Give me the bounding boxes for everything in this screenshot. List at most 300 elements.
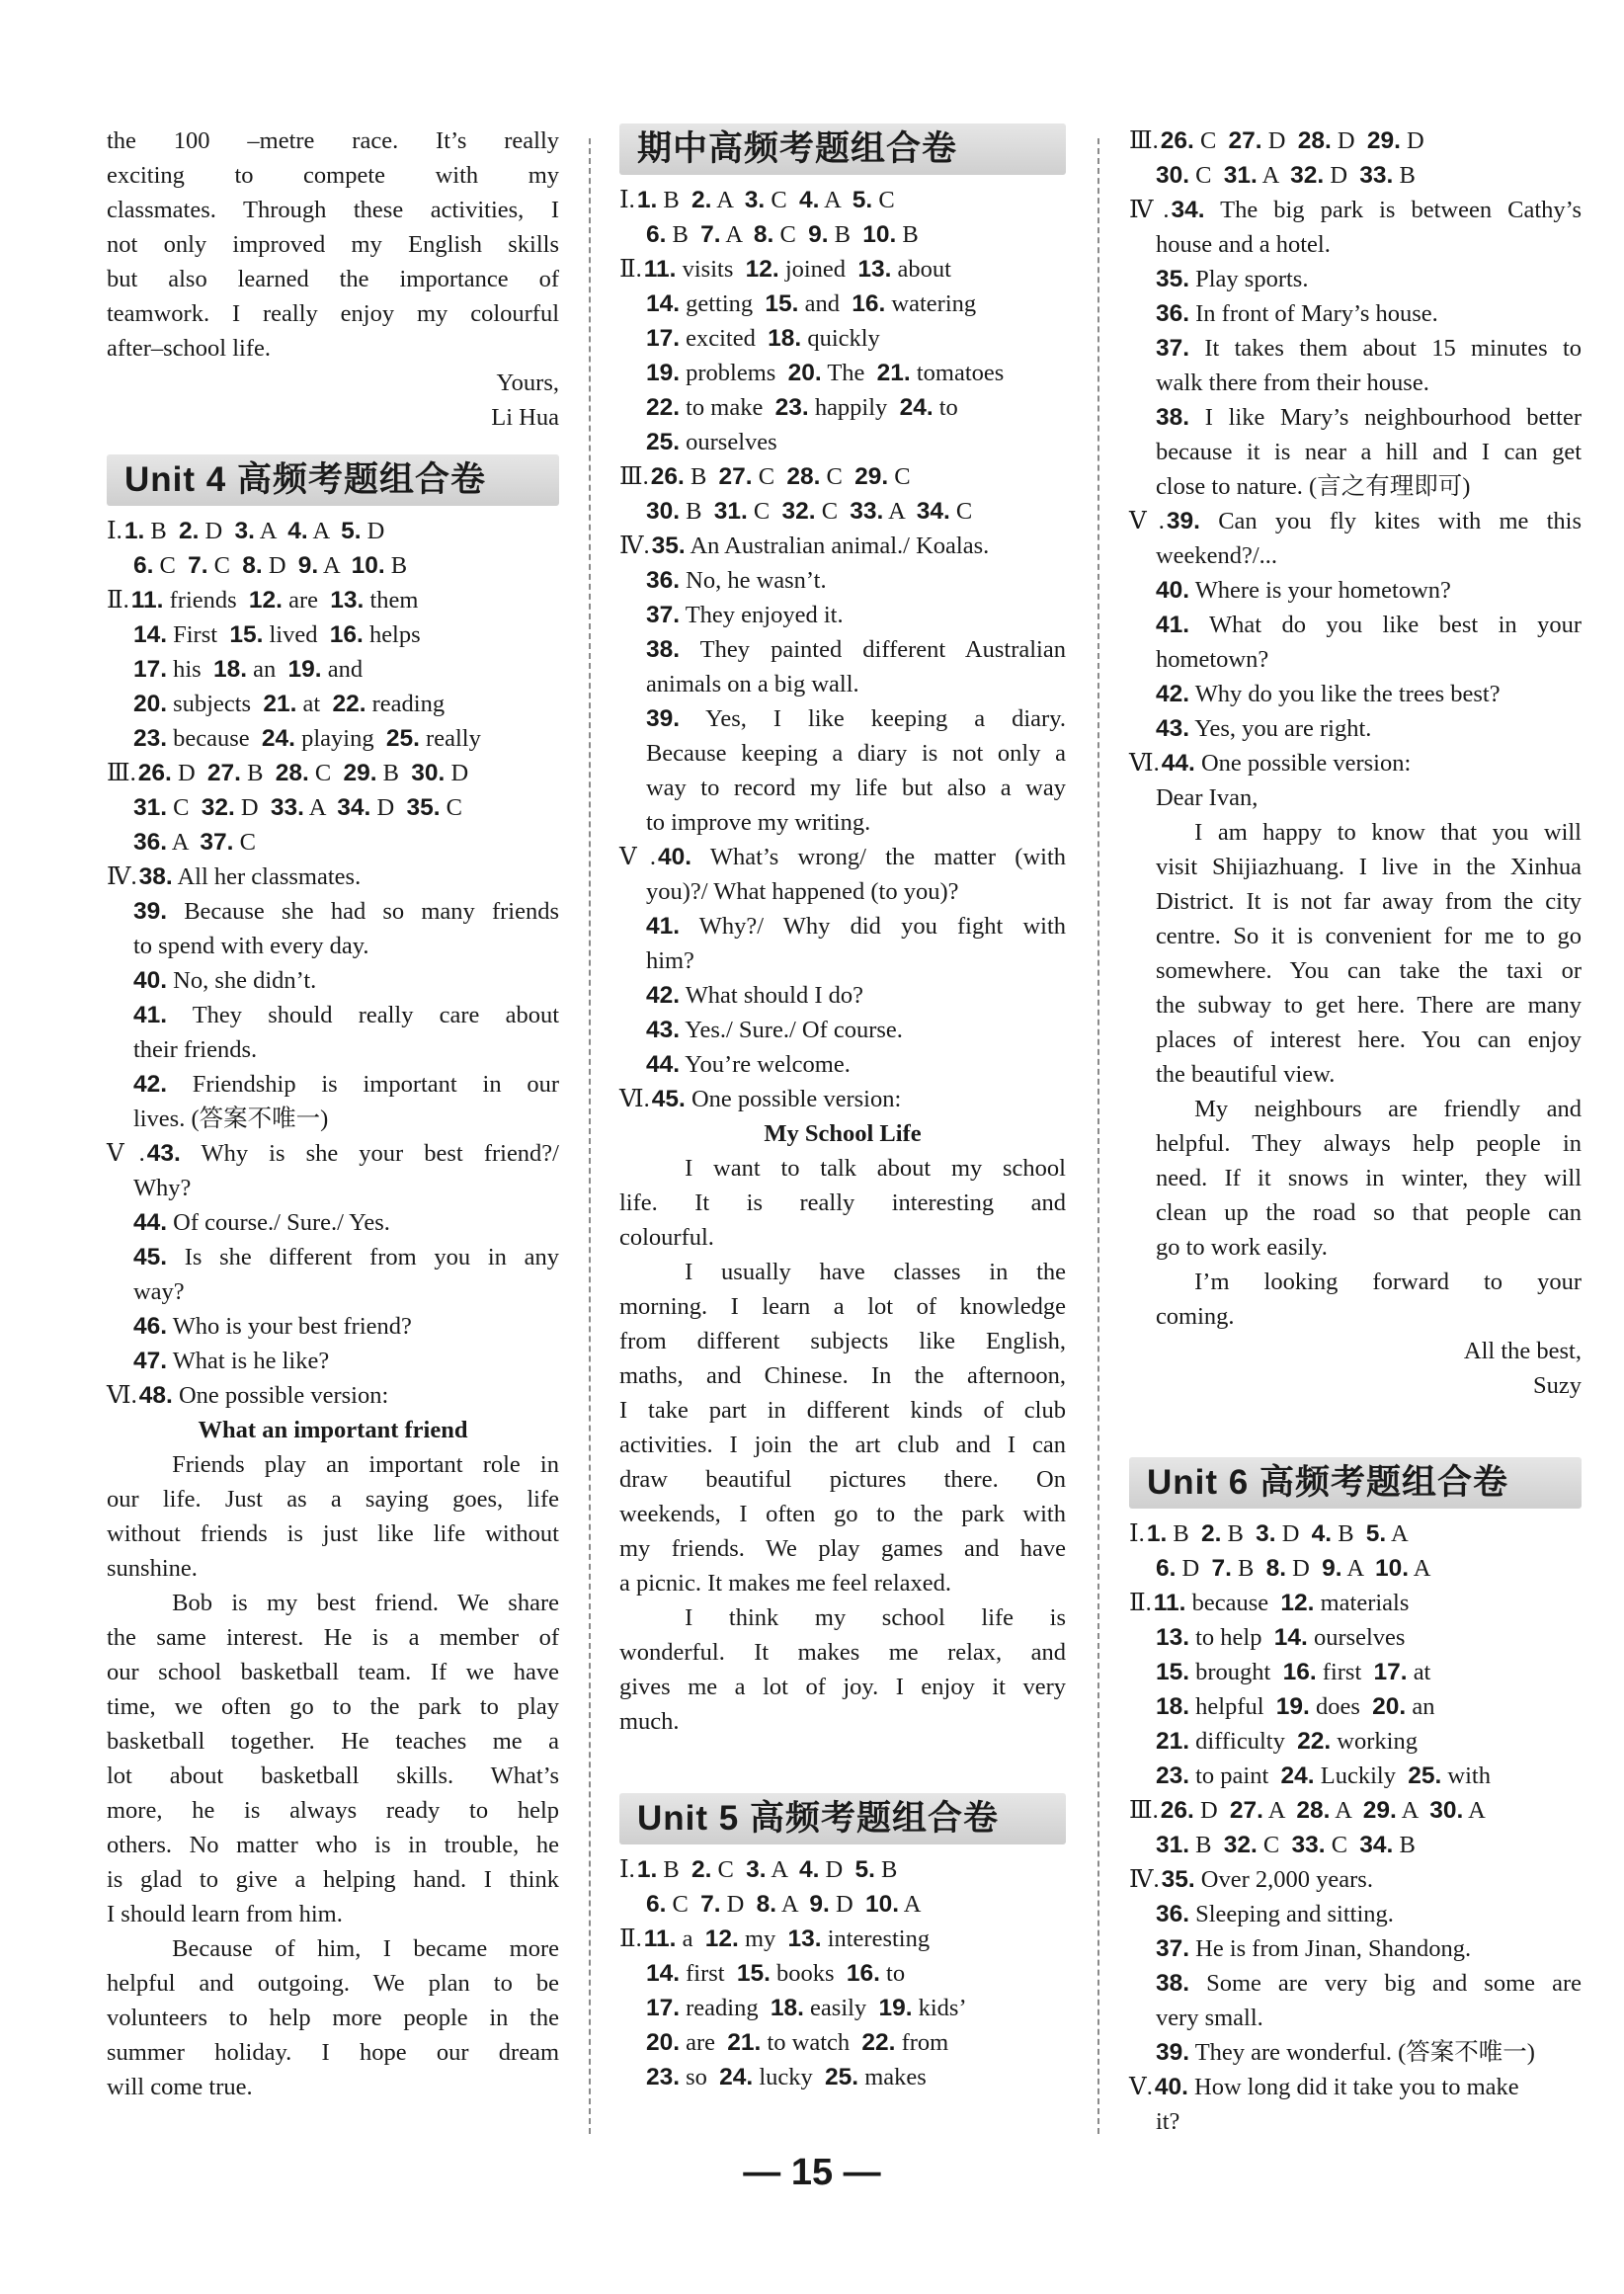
question-number: 2. [690,187,712,213]
question-number: 31. [1223,162,1258,189]
question-number: 13. [1155,1624,1189,1651]
answer-text: C [1331,1832,1348,1858]
answer-line [107,1344,559,1378]
text-line: coming. [1155,1303,1235,1330]
roman-section-label: Ⅱ. [619,256,642,283]
answer-text: An Australian animal./ Koalas. [690,533,990,559]
answer-line [107,721,559,756]
question-number: 9. [297,552,319,579]
question-number: 1. [1146,1520,1168,1547]
question-number: 1. [123,518,145,544]
question-number: 41. [645,913,680,940]
question-number: 18. [212,656,248,683]
answer-line [1129,1862,1582,1897]
answer-text: happily [814,394,888,421]
answer-text: B [663,1856,680,1883]
text-line: wonderful. It makes me relax, and [619,1639,1066,1666]
section-heading: Unit 6 高频考题组合卷 [1129,1457,1582,1509]
question-number: 42. [645,982,680,1009]
question-number: 36. [132,829,167,856]
question-number: 21. [876,360,911,386]
question-number: 39. [132,898,167,925]
answer-text: A [312,518,329,544]
answer-line [1129,677,1582,711]
answer-text: D [1292,1555,1310,1582]
text-line: Why? [132,1175,192,1201]
answer-text: Because she had so many friends [184,898,560,925]
answer-text: at [1413,1659,1431,1685]
question-number: 27. [1229,1797,1263,1824]
text-line: colourful. [619,1224,714,1251]
answer-line [107,1378,559,1413]
question-number: 21. [1155,1728,1189,1755]
question-number: 1. [636,1856,658,1883]
question-number: 41. [132,1002,167,1028]
question-number: 22. [861,2029,896,2056]
answer-text: I like Mary’s neighbourhood better [1204,404,1582,431]
text-line: sunshine. [107,1555,198,1582]
answer-text: They are wonderful. (答案不唯一) [1194,2039,1535,2066]
text-line: the subway to get here. There are many [1155,992,1582,1019]
answer-text: ourselves [686,429,777,455]
answer-line [1129,1793,1582,1828]
question-number: 37. [200,829,234,856]
answer-line [619,840,1066,874]
answer-text: Yes, I like keeping a diary. [705,705,1066,732]
question-number: 32. [201,794,235,821]
question-number: 5. [854,1856,875,1883]
text-line: close to nature. (言之有理即可) [1155,473,1471,500]
question-number: 28. [786,463,821,490]
answer-text: B [690,463,707,490]
answer-line [1129,158,1582,193]
text-line: others. No matter who is in trouble, he [107,1832,559,1858]
text-line: Because of him, I became more [172,1935,559,1962]
question-number: 43. [645,1017,680,1043]
answer-text: What is he like? [172,1348,330,1374]
answer-text: C [1262,1832,1280,1858]
answer-line [1129,504,1582,538]
question-number: 37. [645,602,680,628]
answer-text: subjects [173,691,252,717]
question-number: 24. [719,2064,754,2090]
question-number: 36. [645,567,680,594]
answer-column-right [1129,123,1582,2139]
answer-text: D [1337,127,1355,154]
question-number: 36. [1155,300,1189,327]
answer-text: B [247,760,264,786]
answer-text: my [744,1925,776,1952]
answer-text: helpful [1195,1693,1264,1720]
text-line: I want to talk about my school [685,1155,1066,1182]
text-line: not only improved my English skills [107,231,559,258]
answer-line [619,563,1066,598]
answer-text: It takes them about 15 minutes to [1204,335,1582,362]
text-line: time, we often go to the park to play [107,1693,559,1720]
question-number: 4. [1311,1520,1333,1547]
question-number: 24. [1280,1762,1315,1789]
answer-text: A [1401,1797,1418,1824]
answer-line [107,756,559,790]
answer-text: about [897,256,951,283]
answer-text: B [1399,1832,1416,1858]
answer-text: D [1267,127,1286,154]
text-line: Bob is my best friend. We share [172,1590,559,1616]
question-number: 33. [1291,1832,1326,1858]
question-number: 40. [1155,577,1189,604]
text-line: is glad to give a helping hand. I think [107,1866,559,1893]
question-number: 34. [1171,197,1205,223]
question-number: 34. [916,498,950,525]
column-divider [589,138,591,2134]
question-number: 30. [1155,162,1189,189]
question-number: 7. [188,552,208,579]
question-number: 42. [132,1071,167,1098]
answer-line [619,1956,1066,1991]
question-number: 38. [645,636,680,663]
text-line: without friends is just like life without [107,1520,559,1547]
answer-text: He is from Jinan, Shandong. [1195,1935,1472,1962]
question-number: 10. [862,221,897,248]
question-number: 30. [1429,1797,1464,1824]
question-number: 19. [1275,1693,1310,1720]
text-line: life. It is really interesting and [619,1189,1066,1216]
text-line: places of interest here. You can enjoy [1155,1026,1582,1053]
answer-text: first [686,1960,725,1987]
question-number: 38. [1155,404,1189,431]
answer-column-middle [619,123,1066,2094]
question-number: 16. [329,621,364,648]
answer-text: getting [686,290,754,317]
text-line: centre. So it is convenient for me to go [1155,923,1582,949]
answer-text: at [302,691,321,717]
text-line: to improve my writing. [645,809,871,836]
answer-text: D [204,518,223,544]
text-line: helpful. They always help people in [1155,1130,1582,1157]
question-number: 5. [852,187,873,213]
answer-line [1129,1897,1582,1931]
answer-line [1129,1516,1582,1551]
spacer [619,1739,1066,1773]
answer-text: and [327,656,364,683]
answer-line [107,1067,559,1102]
answer-text: A [171,829,189,856]
answer-text: B [1399,162,1416,189]
question-number: 31. [713,498,748,525]
answer-line [619,321,1066,356]
answer-line [1129,1966,1582,2001]
answer-text: Is she different from you in any [184,1244,560,1270]
answer-text: B [1227,1520,1244,1547]
answer-text: D [177,760,196,786]
answer-text: D [825,1856,844,1883]
answer-text: because [1191,1590,1269,1616]
roman-section-label: Ⅴ. [1129,508,1165,534]
answer-line [1129,1724,1582,1759]
text-line: What an important friend [198,1417,468,1443]
answer-text: First [173,621,218,648]
answer-line [1129,1551,1582,1586]
answer-text: A [259,518,277,544]
question-number: 7. [700,1891,721,1918]
answer-text: C [717,1856,734,1883]
answer-text: visits [682,256,734,283]
question-number: 14. [645,290,680,317]
question-number: 11. [643,256,677,283]
answer-text: a [682,1925,693,1952]
answer-text: D [1407,127,1424,154]
roman-section-label: Ⅳ. [1129,1866,1160,1893]
question-number: 9. [808,221,829,248]
question-number: 7. [700,221,721,248]
answer-line [1129,1620,1582,1655]
question-number: 40. [132,967,167,994]
answer-text: brought [1195,1659,1271,1685]
answer-text: are [288,587,319,614]
answer-line [619,2025,1066,2060]
answer-line [619,287,1066,321]
question-number: 22. [1297,1728,1332,1755]
text-line: My School Life [764,1120,922,1147]
question-number: 18. [1155,1693,1189,1720]
answer-line [107,1136,559,1171]
answer-text: A [1335,1797,1351,1824]
answer-text: does [1315,1693,1360,1720]
text-line: but also learned the importance of [107,266,559,292]
question-number: 20. [787,360,822,386]
answer-text: D [240,794,259,821]
answer-text: Why?/ Why did you fight with [698,913,1067,940]
answer-text: Yes./ Sure./ Of course. [685,1017,903,1043]
text-line: classmates. Through these activities, I [107,197,559,223]
answer-text: D [835,1891,853,1918]
question-number: 3. [744,187,766,213]
text-line: him? [645,947,694,974]
question-number: 25. [645,429,680,455]
answer-line [619,978,1066,1013]
answer-text: No, she didn’t. [173,967,317,994]
question-number: 29. [854,463,889,490]
question-number: 29. [343,760,377,786]
question-number: 37. [1155,335,1189,362]
question-number: 26. [1160,1797,1194,1824]
section-heading: 期中高频考题组合卷 [619,123,1066,175]
question-number: 11. [643,1925,677,1952]
question-number: 43. [146,1140,181,1167]
answer-text: B [881,1856,898,1883]
question-number: 13. [330,587,365,614]
question-number: 8. [1265,1555,1287,1582]
answer-text: are [686,2029,716,2056]
text-line: the 100 –metre race. It’s really [107,127,559,154]
answer-text: ourselves [1313,1624,1406,1651]
question-number: 2. [690,1856,712,1883]
text-line: My neighbours are friendly and [1194,1096,1582,1122]
question-number: 35. [1161,1866,1195,1893]
answer-text: C [672,1891,689,1918]
question-number: 34. [337,794,371,821]
question-number: 32. [1290,162,1325,189]
answer-text: D [1181,1555,1200,1582]
answer-text: B [390,552,408,579]
question-number: 22. [332,691,366,717]
question-number: 43. [1155,715,1189,742]
answer-text: B [1238,1555,1255,1582]
answer-text: D [726,1891,745,1918]
answer-text: Yes, you are right. [1194,715,1372,742]
question-number: 15. [229,621,264,648]
text-line: I’m looking forward to your [1194,1269,1582,1295]
answer-text: A [888,498,905,525]
answer-text: C [758,463,775,490]
question-number: 33. [850,498,884,525]
text-line: weekend?/... [1155,542,1278,569]
question-number: 6. [1155,1555,1177,1582]
question-number: 7. [1211,1555,1232,1582]
text-line: after–school life. [107,335,271,362]
answer-line [1129,296,1582,331]
answer-text: C [771,187,787,213]
answer-line [1129,1759,1582,1793]
question-number: 4. [798,1856,820,1883]
text-line: somewhere. You can take the taxi or [1155,957,1582,984]
question-number: 9. [1322,1555,1342,1582]
answer-text: Why is she your best friend?/ [201,1140,559,1167]
answer-text: to make [686,394,764,421]
answer-text: to [886,1960,906,1987]
question-number: 17. [132,656,167,683]
answer-text: and [804,290,840,317]
roman-section-label: Ⅱ. [619,1925,642,1952]
answer-line [619,529,1066,563]
text-line: Li Hua [491,404,559,431]
answer-line [1129,1655,1582,1689]
text-line: our life. Just as a saying goes, life [107,1486,559,1513]
text-line: teamwork. I really enjoy my colourful [107,300,559,327]
answer-text: because [173,725,250,752]
answer-line [1129,746,1582,780]
answer-line [1129,1689,1582,1724]
answer-text: A [1468,1797,1486,1824]
question-number: 25. [825,2064,859,2090]
answer-text: Who is your best friend? [172,1313,412,1340]
question-number: 23. [1155,1762,1189,1789]
answer-text: Why do you like the trees best? [1194,681,1501,707]
answer-text: A [903,1891,922,1918]
roman-section-label: Ⅰ. [107,518,122,544]
answer-text: What should I do? [685,982,863,1009]
question-number: 40. [1154,2074,1188,2100]
roman-section-label: Ⅲ. [1129,1797,1159,1824]
answer-text: helps [368,621,421,648]
question-number: 21. [263,691,297,717]
question-number: 48. [138,1382,173,1409]
answer-line [619,1887,1066,1922]
answer-line [107,514,559,548]
answer-text: his [173,656,202,683]
answer-line [619,909,1066,943]
text-line: go to work easily. [1155,1234,1328,1261]
question-number: 23. [645,2064,680,2090]
answer-text: The big park is between Cathy’s [1220,197,1582,223]
question-number: 17. [645,1995,680,2021]
page-number: — 15 — [743,2152,881,2193]
question-number: 25. [385,725,420,752]
answer-line [107,998,559,1032]
question-number: 16. [852,290,886,317]
answer-text: C [314,760,332,786]
roman-section-label: Ⅲ. [107,760,136,786]
question-number: 35. [1155,266,1189,292]
text-line: it? [1155,2108,1180,2135]
answer-line [619,390,1066,425]
answer-text: playing [301,725,374,752]
spacer [1129,1403,1582,1437]
question-number: 42. [1155,681,1189,707]
answer-text: Luckily [1320,1762,1396,1789]
question-number: 6. [645,1891,667,1918]
answer-line [1129,2035,1582,2070]
answer-text: A [824,187,841,213]
answer-line [619,1991,1066,2025]
answer-text: easily [810,1995,867,2021]
question-number: 11. [1153,1590,1186,1616]
answer-text: A [716,187,733,213]
question-number: 39. [645,705,680,732]
answer-line [107,1309,559,1344]
answer-line [1129,573,1582,608]
answer-line [1129,1931,1582,1966]
answer-line [107,963,559,998]
answer-text: One possible version: [1200,750,1412,777]
answer-text: A [322,552,340,579]
text-line: weekends, I often go to the park with [619,1501,1066,1527]
answer-line [107,1205,559,1240]
question-number: 35. [651,533,686,559]
answer-text: D [1330,162,1348,189]
text-line: gives me a lot of joy. I enjoy it very [619,1674,1066,1700]
answer-text: C [213,552,230,579]
answer-line [619,701,1066,736]
answer-text: to help [1195,1624,1262,1651]
answer-text: excited [686,325,756,352]
question-number: 8. [753,221,774,248]
text-line: I am happy to know that you will [1194,819,1582,846]
question-number: 23. [774,394,809,421]
question-number: 8. [756,1891,777,1918]
answer-text: No, he wasn’t. [686,567,827,594]
answer-line [1129,193,1582,227]
answer-text: You’re welcome. [685,1051,851,1078]
question-number: 3. [746,1856,767,1883]
answer-text: reading [371,691,446,717]
question-number: 25. [1408,1762,1442,1789]
text-line: our school basketball team. If we have [107,1659,559,1685]
question-number: 10. [351,552,385,579]
question-number: 14. [132,621,167,648]
answer-text: tomatoes [916,360,1005,386]
answer-text: B [1173,1520,1189,1547]
answer-line [619,425,1066,459]
text-line: my friends. We play games and have [619,1535,1066,1562]
answer-text: so [686,2064,707,2090]
question-number: 45. [651,1086,686,1112]
question-number: 33. [270,794,304,821]
roman-section-label: Ⅵ. [619,1086,650,1112]
answer-text: A [1391,1520,1409,1547]
text-line: from different subjects like English, [619,1328,1066,1354]
answer-line [1129,2070,1582,2104]
